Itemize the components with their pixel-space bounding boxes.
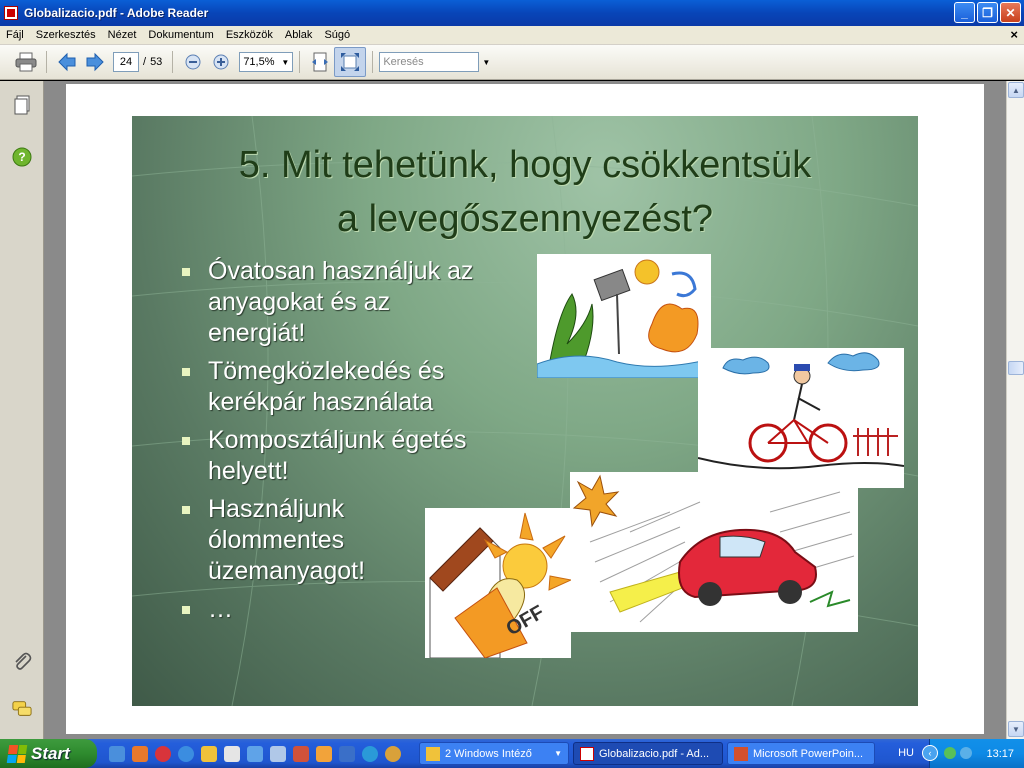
- comments-icon[interactable]: [12, 699, 32, 719]
- zoom-select[interactable]: [239, 52, 293, 72]
- scroll-down-icon[interactable]: ▼: [1008, 721, 1024, 737]
- attachment-icon[interactable]: [12, 651, 32, 671]
- bullet-text: Használjunk ólommentes üzemanyagot!: [208, 495, 366, 585]
- document-close-icon[interactable]: ×: [1010, 27, 1018, 42]
- task-windows-explorer[interactable]: [419, 742, 569, 765]
- page-separator: /: [143, 56, 147, 68]
- bullet-item: [178, 356, 478, 418]
- toolbar-separator: [372, 51, 373, 73]
- off-label: OFF: [502, 601, 549, 641]
- bullet-icon: [182, 606, 190, 614]
- search-dropdown-icon[interactable]: ▼: [482, 57, 491, 67]
- task-label: 2 Windows Intéző: [445, 747, 532, 760]
- toolbar-separator: [299, 51, 300, 73]
- menu-bar: [0, 26, 1024, 45]
- bullet-icon: [182, 506, 190, 514]
- bullet-text: Óvatosan használjuk az anyagokat és az energiát!: [208, 257, 474, 347]
- pdf-page: [66, 84, 984, 734]
- chevron-down-icon: ▼: [554, 749, 562, 758]
- slide-title-line2: a levegőszennyezést?: [336, 198, 714, 240]
- scroll-up-icon[interactable]: ▲: [1008, 82, 1024, 98]
- fit-page-icon: [340, 52, 360, 72]
- slide-title-line1: 5. Mit tehetünk, hogy csökkentsük: [238, 144, 812, 186]
- pdf-app-icon: [4, 6, 18, 20]
- page-total: 53: [150, 56, 163, 68]
- quicklaunch-search-icon[interactable]: [247, 746, 263, 762]
- quicklaunch-ie-icon[interactable]: [178, 746, 194, 762]
- tray-expand-icon[interactable]: ‹: [922, 745, 938, 761]
- nature-solar-clipart: [537, 254, 711, 378]
- menu-document[interactable]: Dokumentum: [148, 29, 214, 41]
- fit-width-icon[interactable]: [308, 50, 332, 74]
- fit-page-button[interactable]: [334, 47, 366, 77]
- chevron-down-icon: ▼: [281, 57, 290, 67]
- menu-view[interactable]: Nézet: [107, 29, 137, 41]
- system-tray: [929, 739, 1024, 768]
- quicklaunch-chrome-icon[interactable]: [385, 746, 401, 762]
- bullet-icon: [182, 368, 190, 376]
- language-indicator[interactable]: HU: [898, 747, 914, 759]
- bicycle-clipart: [698, 348, 904, 488]
- bullet-icon: [182, 268, 190, 276]
- menu-file[interactable]: Fájl: [6, 29, 24, 41]
- minimize-button[interactable]: _: [954, 2, 975, 23]
- quicklaunch-opera-icon[interactable]: [155, 746, 171, 762]
- windows-logo-icon: [7, 745, 28, 763]
- window-titlebar: [0, 0, 1024, 26]
- scroll-thumb[interactable]: [1008, 361, 1024, 375]
- task-powerpoint[interactable]: [727, 742, 875, 765]
- tray-network-icon[interactable]: [944, 747, 956, 759]
- previous-page-icon[interactable]: [55, 50, 79, 74]
- menu-window[interactable]: Ablak: [284, 29, 313, 41]
- task-label: Microsoft PowerPoin...: [753, 747, 864, 760]
- pdf-icon: [580, 747, 594, 761]
- svg-text:?: ?: [18, 150, 26, 164]
- quicklaunch-firefox-icon[interactable]: [132, 746, 148, 762]
- quicklaunch-clock-icon[interactable]: [316, 746, 332, 762]
- slide: [132, 116, 918, 706]
- zoom-out-icon[interactable]: [181, 50, 205, 74]
- window-title: Globalizacio.pdf - Adobe Reader: [24, 6, 209, 20]
- toolbar: [0, 45, 1024, 80]
- quicklaunch-browser-icon[interactable]: [362, 746, 378, 762]
- zoom-in-icon[interactable]: [209, 50, 233, 74]
- window-controls: [954, 2, 1021, 23]
- search-input[interactable]: Keresés: [379, 52, 479, 72]
- quicklaunch-mail-icon[interactable]: [293, 746, 309, 762]
- bullet-item: [178, 256, 478, 349]
- vertical-scrollbar[interactable]: [1006, 81, 1024, 739]
- pages-icon[interactable]: [12, 95, 32, 115]
- navigation-panel: [0, 81, 44, 739]
- document-view[interactable]: [44, 81, 1006, 739]
- folder-icon: [426, 747, 440, 761]
- quicklaunch-folder-icon[interactable]: [201, 746, 217, 762]
- quicklaunch-media-icon[interactable]: [270, 746, 286, 762]
- next-page-icon[interactable]: [83, 50, 107, 74]
- clock[interactable]: 13:17: [986, 747, 1014, 760]
- taskbar: [0, 739, 1024, 768]
- bullet-text: Tömegközlekedés és kerékpár használata: [208, 357, 445, 416]
- close-button[interactable]: ✕: [1000, 2, 1021, 23]
- start-button[interactable]: [0, 739, 97, 768]
- menu-edit[interactable]: Szerkesztés: [35, 29, 96, 41]
- toolbar-separator: [172, 51, 173, 73]
- bullet-text: Komposztáljunk égetés helyett!: [208, 426, 467, 485]
- menu-help[interactable]: Súgó: [324, 29, 351, 41]
- maximize-button[interactable]: ❐: [977, 2, 998, 23]
- car-exhaust-clipart: [570, 472, 858, 632]
- quicklaunch-paint-icon[interactable]: [339, 746, 355, 762]
- menu-tools[interactable]: Eszközök: [225, 29, 273, 41]
- task-adobe-reader[interactable]: [573, 742, 723, 765]
- quicklaunch-desktop-icon[interactable]: [109, 746, 125, 762]
- bullet-icon: [182, 437, 190, 445]
- quicklaunch-document-icon[interactable]: [224, 746, 240, 762]
- tray-messenger-icon[interactable]: [960, 747, 972, 759]
- page-number-input[interactable]: 24: [113, 52, 139, 72]
- lightbulb-off-clipart: [425, 508, 571, 658]
- powerpoint-icon: [734, 747, 748, 761]
- start-label: Start: [31, 743, 70, 763]
- help-icon[interactable]: [12, 147, 32, 167]
- bullet-text: …: [208, 595, 233, 623]
- zoom-value: 71,5%: [243, 56, 275, 68]
- print-icon[interactable]: [14, 50, 38, 74]
- bullet-item: [178, 425, 478, 487]
- task-label: Globalizacio.pdf - Ad...: [599, 747, 710, 760]
- toolbar-separator: [46, 51, 47, 73]
- slide-title: [132, 138, 918, 246]
